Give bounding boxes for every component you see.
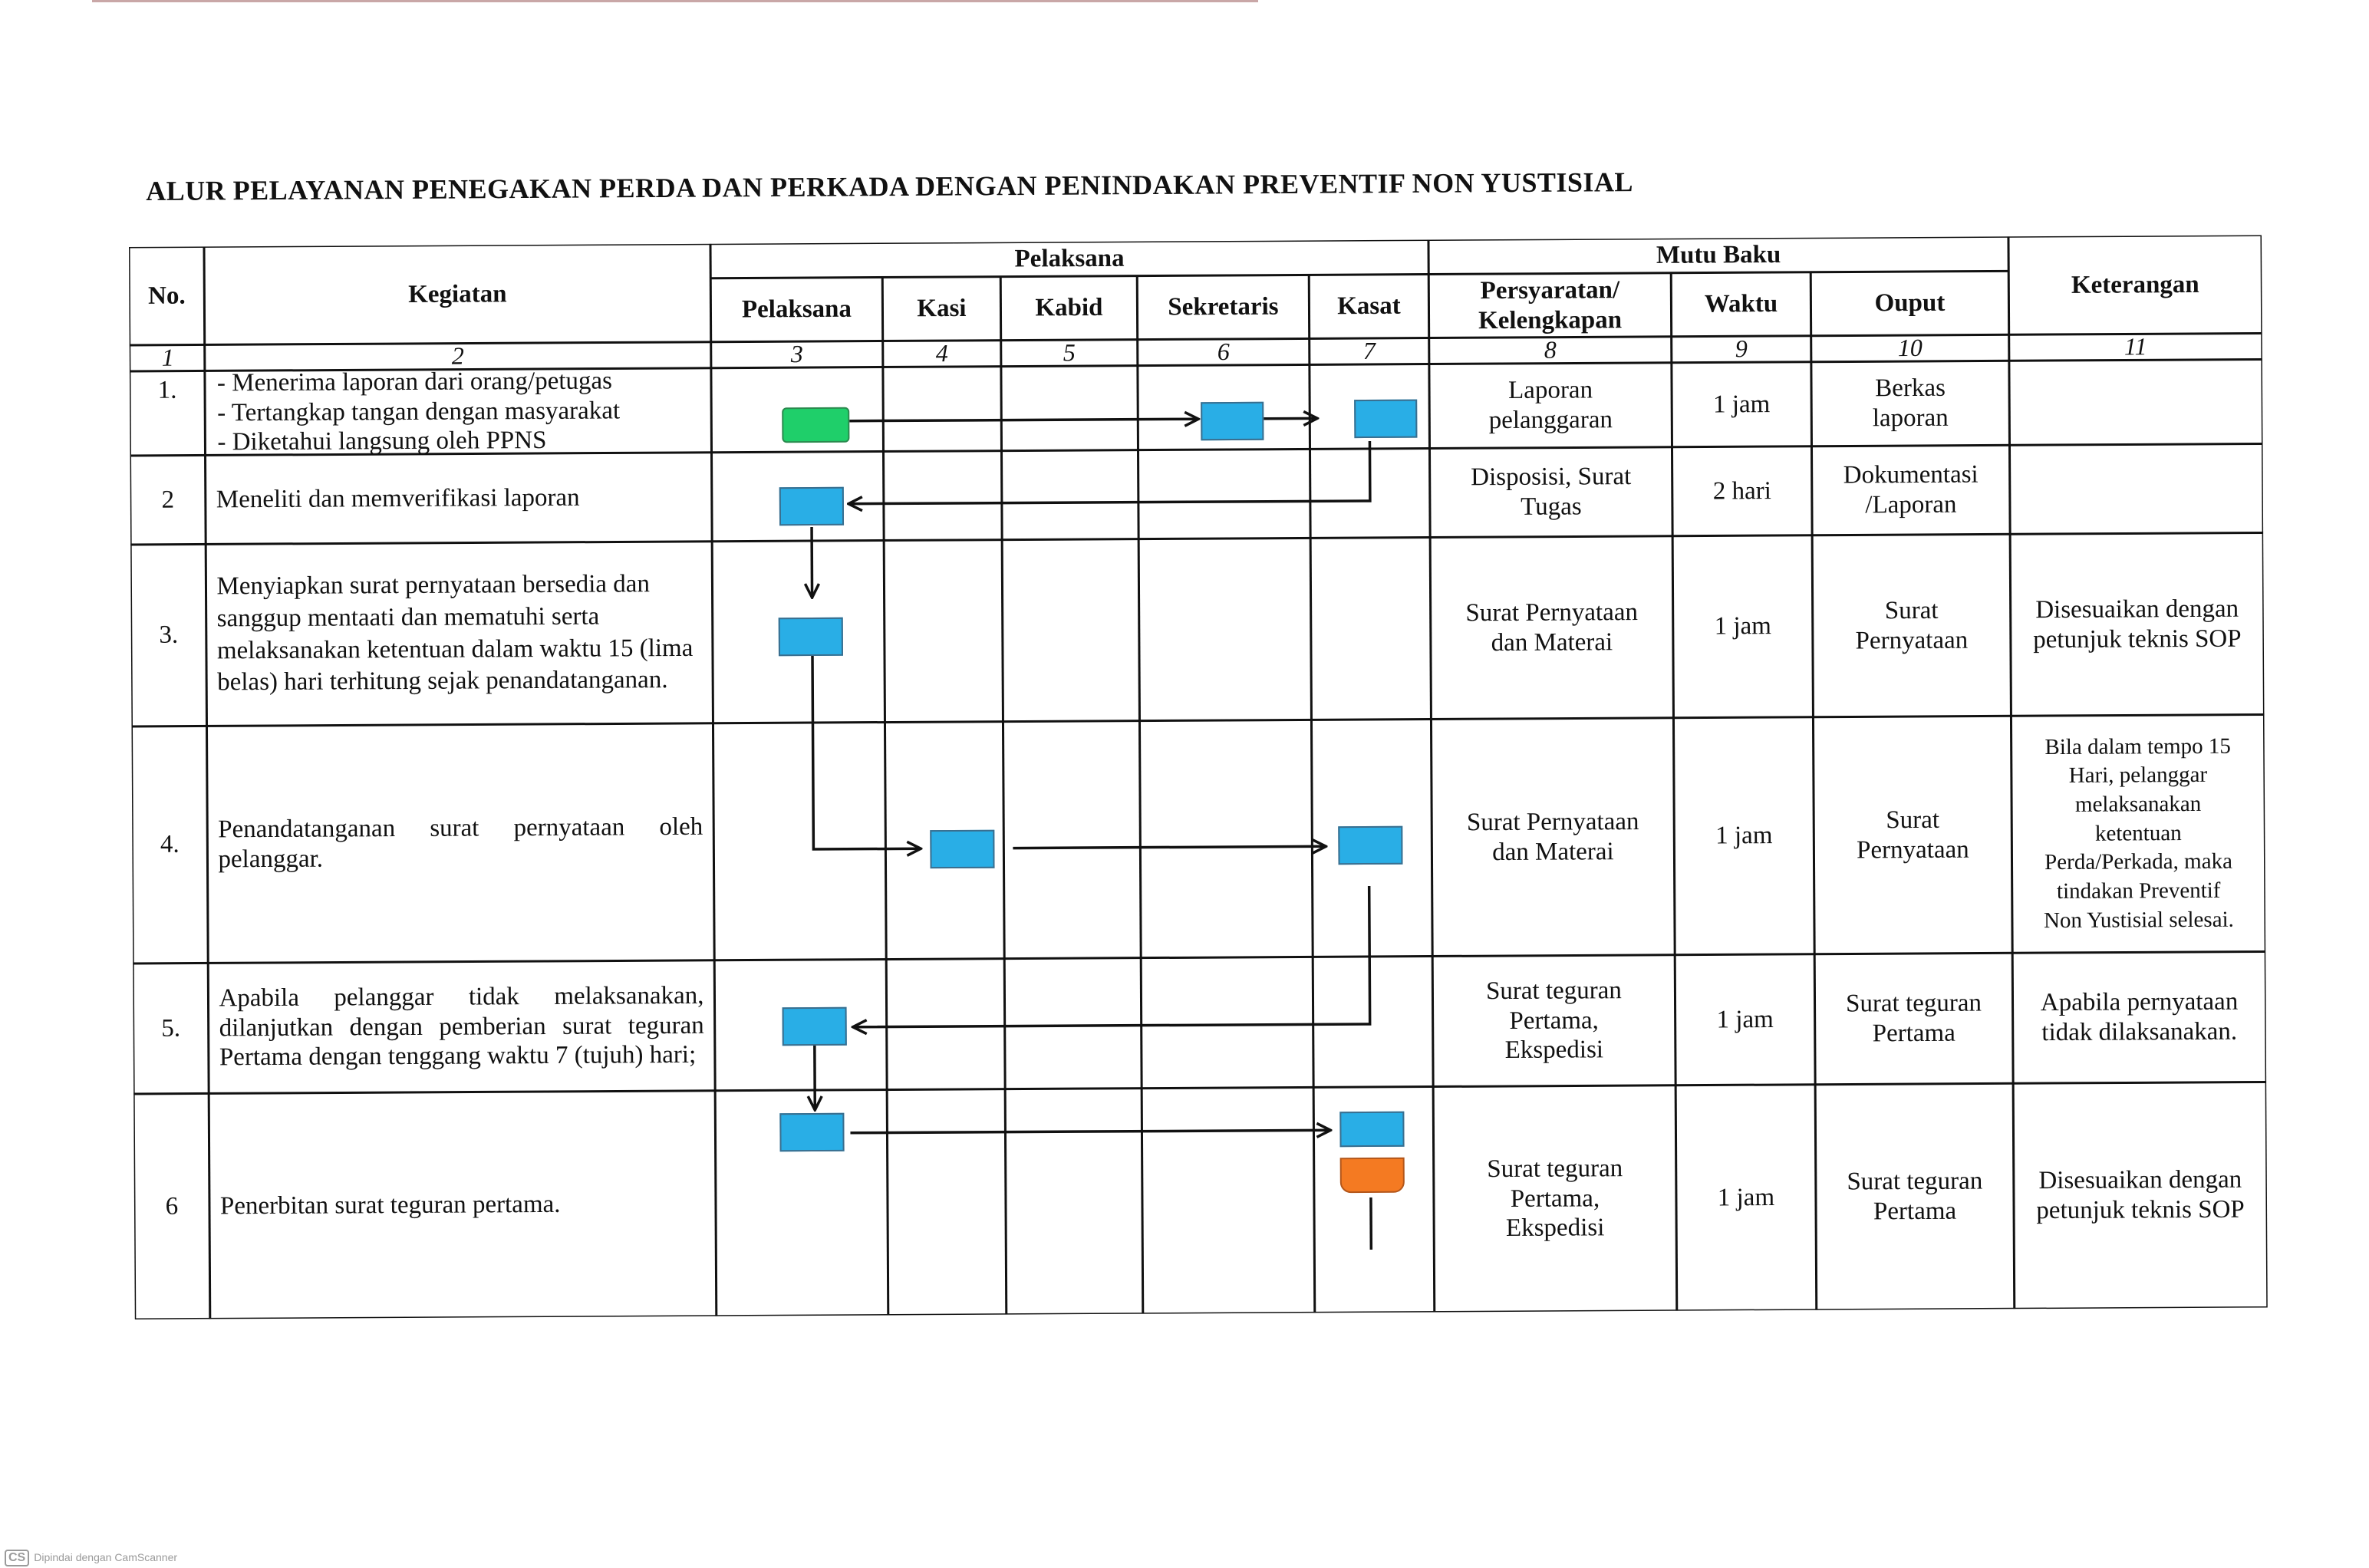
scanner-watermark: [5, 1550, 177, 1566]
column-number: 8: [1544, 335, 1557, 364]
kegiatan-item: - Menerima laporan dari orang/petugas: [216, 367, 613, 397]
process-shape: [1338, 826, 1402, 865]
flow-arrows: [811, 418, 1374, 1253]
row-output: Surat Pernyataan: [1857, 805, 1969, 864]
process-shape: [779, 1113, 844, 1151]
row-waktu: 1 jam: [1716, 1005, 1774, 1033]
column-number: 10: [1897, 334, 1923, 362]
row-persyaratan: Surat Pernyataan dan Materai: [1466, 807, 1639, 866]
row-kegiatan: [205, 368, 712, 456]
header-mutu-baku: Mutu Baku: [1656, 241, 1781, 269]
process-shape: [779, 487, 844, 525]
row-waktu: 1 jam: [1712, 390, 1771, 419]
column-number: 1: [161, 343, 174, 371]
row-number: 6: [165, 1192, 179, 1220]
row-keterangan: [2009, 443, 2263, 534]
row-kegiatan: Penandatanganan surat pernyataan oleh pelanggar.: [218, 812, 703, 873]
row-kegiatan: Apabila pelanggar tidak melaksanakan, dilanjutkan dengan pemberian surat teguran Pertama dengan tenggang waktu 7 (tujuh) hari;: [219, 981, 704, 1072]
row-keterangan: Bila dalam tempo 15 Hari, pelanggar melaksanakan ketentuan Perda/Perkada, maka tindakan Preventif Non Yustisial selesai.: [2043, 733, 2234, 933]
row-keterangan: Disesuaikan dengan petunjuk teknis SOP: [2036, 1165, 2245, 1225]
row-kegiatan: Menyiapkan surat pernyataan bersedia dan sanggup mentaati dan mematuhi serta melaksanakan ketentuan dalam waktu 15 (lima belas) hari terhitung sejak penandatanganan.: [216, 570, 694, 697]
row-number: 4.: [160, 830, 180, 858]
header-kabid: Kabid: [1035, 293, 1103, 322]
header-persyaratan: Persyaratan/ Kelengkapan: [1478, 275, 1623, 334]
kegiatan-item: - Diketahui langsung oleh PPNS: [217, 427, 547, 456]
row-output: Dokumentasi /Laporan: [1843, 460, 1979, 519]
row-output: Berkas laporan: [1872, 374, 1949, 433]
process-shape: [930, 830, 994, 868]
process-shape: [1354, 400, 1417, 438]
row-persyaratan: Surat teguran Pertama, Ekspedisi: [1487, 1154, 1623, 1243]
header-kegiatan: Kegiatan: [408, 279, 507, 308]
header-ouput: Ouput: [1874, 288, 1946, 318]
row-number: 2: [161, 486, 175, 514]
process-shape: [1201, 402, 1264, 440]
row-persyaratan: Surat teguran Pertama, Ekspedisi: [1485, 976, 1622, 1065]
column-number: 2: [451, 341, 464, 370]
row-number: 1.: [157, 376, 177, 404]
header-kasat: Kasat: [1337, 292, 1401, 321]
header-pelaksana-group: Pelaksana: [1014, 244, 1125, 273]
header-pelaksana: Pelaksana: [741, 295, 852, 324]
header-waktu: Waktu: [1704, 290, 1778, 318]
row-number: 3.: [159, 621, 179, 649]
start-process-shape: [782, 407, 849, 443]
column-number: 4: [935, 339, 948, 367]
column-number: 7: [1362, 337, 1376, 365]
watermark-text: Dipindai dengan CamScanner: [34, 1551, 178, 1563]
row-waktu: 1 jam: [1714, 612, 1772, 641]
row-persyaratan: Disposisi, Surat Tugas: [1471, 463, 1632, 521]
row-persyaratan: Surat Pernyataan dan Materai: [1465, 598, 1639, 657]
header-no: No.: [147, 282, 186, 310]
column-number: 3: [790, 340, 803, 368]
header-kasi: Kasi: [917, 294, 967, 323]
row-kegiatan: Meneliti dan memverifikasi laporan: [216, 483, 580, 513]
header-sekretaris: Sekretaris: [1168, 292, 1279, 321]
row-waktu: 2 hari: [1712, 476, 1771, 506]
scan-edge-line: [92, 0, 1258, 2]
row-output: Surat teguran Pertama: [1846, 989, 1982, 1048]
row-waktu: 1 jam: [1717, 1183, 1775, 1211]
column-number: 6: [1217, 338, 1230, 366]
row-number: 5.: [161, 1014, 181, 1043]
row-keterangan: Apabila pernyataan tidak dilaksanakan.: [2040, 987, 2239, 1047]
row-waktu: 1 jam: [1715, 822, 1773, 850]
header-keterangan: Keterangan: [2071, 270, 2199, 299]
row-keterangan: Disesuaikan dengan petunjuk teknis SOP: [2033, 595, 2242, 654]
sop-flow-table: [129, 235, 2268, 1319]
process-shape: [1339, 1112, 1404, 1147]
process-shape: [783, 1007, 847, 1046]
column-number: 11: [2124, 332, 2147, 361]
process-shape: [779, 618, 843, 656]
end-terminator-shape: [1340, 1158, 1405, 1193]
row-keterangan: [2009, 359, 2263, 445]
document-title: ALUR PELAYANAN PENEGAKAN PERDA DAN PERKADA DENGAN PENINDAKAN PREVENTIF NON YUSTISIAL: [146, 166, 1634, 206]
camscanner-logo-icon: CS: [5, 1550, 29, 1566]
row-kegiatan: Penerbitan surat teguran pertama.: [219, 1190, 561, 1220]
column-number: 5: [1063, 338, 1076, 367]
row-output: Surat Pernyataan: [1855, 596, 1969, 654]
row-output: Surat teguran Pertama: [1847, 1167, 1983, 1226]
kegiatan-item: - Tertangkap tangan dengan masyarakat: [217, 396, 621, 427]
row-persyaratan: Laporan pelanggaran: [1488, 376, 1613, 435]
column-number: 9: [1735, 334, 1748, 363]
